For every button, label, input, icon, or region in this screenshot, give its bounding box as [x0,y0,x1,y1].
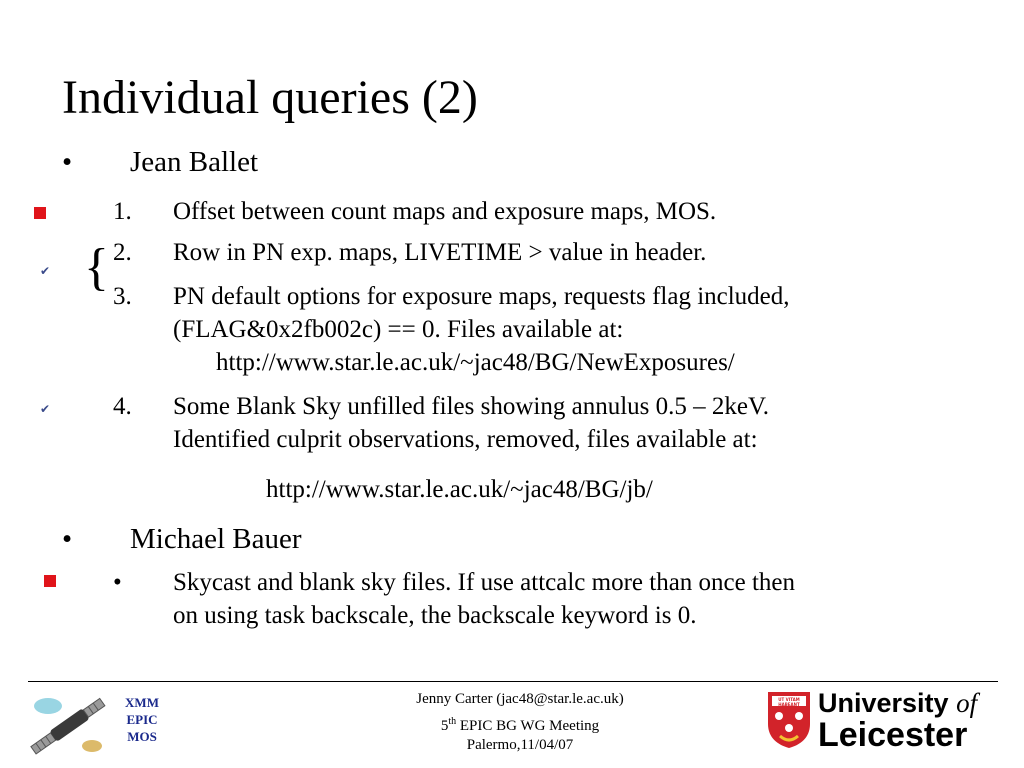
url-text: http://www.star.le.ac.uk/~jac48/BG/NewExposures/ [216,349,735,376]
item-text: Identified culprit observations, removed, files available at: [173,426,758,453]
mission-label-epic: EPIC [126,712,158,727]
item-number: 1. [113,198,132,225]
url-text: http://www.star.le.ac.uk/~jac48/BG/jb/ [266,476,653,503]
university-wordmark: University of [818,688,978,718]
item-number: 4. [113,393,132,420]
university-name: Leicester [818,716,968,754]
satellite-logo [24,690,114,762]
item-number: 3. [113,283,132,310]
item-text: (FLAG&0x2fb002c) == 0. Files available at: [173,316,624,343]
item-text: on using task backscale, the backscale keyword is 0. [173,602,697,629]
mission-label-xmm: XMM [125,695,159,710]
footer-divider [28,681,998,682]
item-bullet: • [113,569,122,596]
section-heading-jean-ballet: Jean Ballet [130,146,259,178]
bullet: • [62,523,73,555]
brace-icon: { [84,239,109,296]
footer-meeting: 5th EPIC BG WG Meeting [440,716,600,734]
item-text: Skycast and blank sky files. If use attcalc more than once then [173,569,796,596]
red-status-marker [44,575,56,587]
slide-title: Individual queries (2) [62,71,478,124]
bullet: • [62,146,73,178]
item-text: Offset between count maps and exposure maps, MOS. [173,198,717,225]
item-text: Row in PN exp. maps, LIVETIME > value in header. [173,239,707,266]
mission-label-mos: MOS [127,729,157,744]
item-text: Some Blank Sky unfilled files showing annulus 0.5 – 2keV. [173,393,770,420]
crest-motto: UT VITAM HABEANT [778,697,800,707]
item-number: 2. [113,239,132,266]
footer-place-date: Palermo,11/04/07 [466,737,574,753]
footer-author: Jenny Carter (jac48@star.le.ac.uk) [416,691,624,707]
check-icon: ✔ [40,264,51,278]
check-icon: ✔ [40,402,51,416]
section-heading-michael-bauer: Michael Bauer [130,523,302,555]
item-text: PN default options for exposure maps, requests flag included, [173,283,790,310]
red-status-marker [34,207,46,219]
